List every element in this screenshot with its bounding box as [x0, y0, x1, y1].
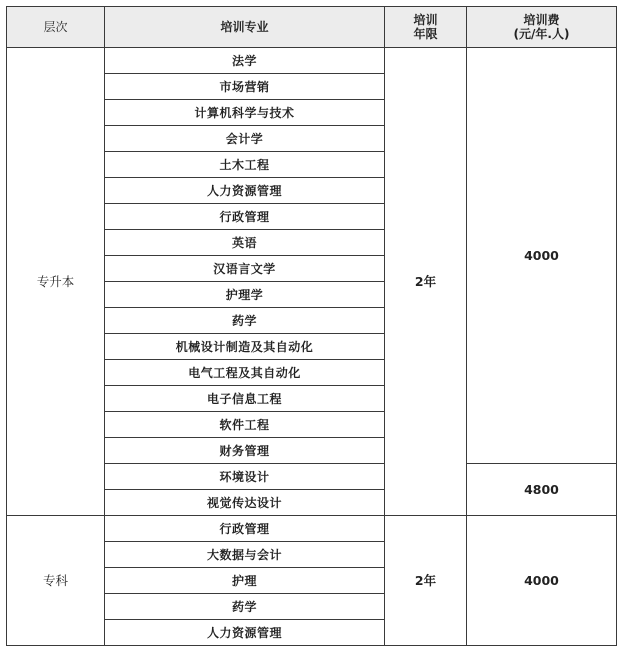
major-cell: 市场营销 [105, 74, 385, 100]
major-cell: 大数据与会计 [105, 542, 385, 568]
level-cell: 专升本 [7, 48, 105, 516]
level-cell: 专科 [7, 516, 105, 646]
major-cell: 行政管理 [105, 204, 385, 230]
major-cell: 计算机科学与技术 [105, 100, 385, 126]
fee-table-container [6, 6, 617, 646]
major-cell: 财务管理 [105, 438, 385, 464]
header-level: 层次 [7, 7, 105, 48]
major-cell: 法学 [105, 48, 385, 74]
major-cell: 会计学 [105, 126, 385, 152]
table-row [7, 516, 617, 542]
major-cell: 人力资源管理 [105, 178, 385, 204]
major-cell: 人力资源管理 [105, 620, 385, 646]
major-cell: 机械设计制造及其自动化 [105, 334, 385, 360]
header-fee-line2: (元/年.人) [513, 27, 570, 41]
fee-cell: 4800 [467, 464, 617, 516]
major-cell: 行政管理 [105, 516, 385, 542]
header-fee [467, 7, 617, 48]
major-cell: 土木工程 [105, 152, 385, 178]
major-cell: 汉语言文学 [105, 256, 385, 282]
major-cell: 护理 [105, 568, 385, 594]
header-years-line2: 年限 [413, 27, 438, 41]
major-cell: 环境设计 [105, 464, 385, 490]
fee-cell: 4000 [467, 48, 617, 464]
major-cell: 视觉传达设计 [105, 490, 385, 516]
major-cell: 电子信息工程 [105, 386, 385, 412]
major-cell: 药学 [105, 594, 385, 620]
table-body [7, 48, 617, 646]
fee-cell: 4000 [467, 516, 617, 646]
years-cell: 2年 [385, 48, 467, 516]
header-fee-line1: 培训费 [523, 13, 560, 27]
header-years-line1: 培训 [413, 13, 438, 27]
major-cell: 英语 [105, 230, 385, 256]
years-cell: 2年 [385, 516, 467, 646]
table-row [7, 48, 617, 74]
header-years [385, 7, 467, 48]
major-cell: 软件工程 [105, 412, 385, 438]
major-cell: 护理学 [105, 282, 385, 308]
major-cell: 药学 [105, 308, 385, 334]
header-row [7, 7, 617, 48]
header-major: 培训专业 [105, 7, 385, 48]
training-fee-table [6, 6, 617, 646]
major-cell: 电气工程及其自动化 [105, 360, 385, 386]
